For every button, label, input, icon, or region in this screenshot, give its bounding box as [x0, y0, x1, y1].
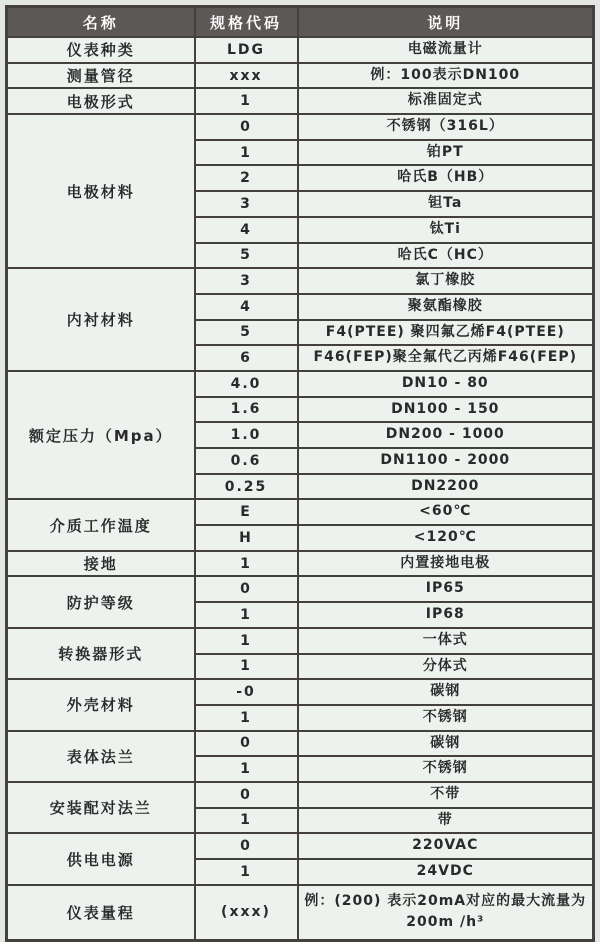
table-row — [7, 551, 594, 577]
desc-cell: IP68 — [298, 602, 594, 628]
desc-cell: 标准固定式 — [298, 88, 594, 114]
table-row — [7, 63, 594, 89]
code-cell: 1 — [195, 808, 298, 834]
code-cell: 2 — [195, 165, 298, 191]
name-cell: 表体法兰 — [7, 731, 195, 782]
code-cell: LDG — [195, 37, 298, 63]
header-cell-code: 规格代码 — [195, 7, 298, 38]
table-header — [7, 7, 594, 38]
code-cell: 1.6 — [195, 397, 298, 423]
desc-cell: 电磁流量计 — [298, 37, 594, 63]
name-cell: 防护等级 — [7, 576, 195, 627]
desc-cell: 一体式 — [298, 628, 594, 654]
table-row — [7, 731, 594, 757]
code-cell: 0 — [195, 731, 298, 757]
code-cell: 1 — [195, 756, 298, 782]
code-cell: 0 — [195, 114, 298, 140]
code-cell: 3 — [195, 191, 298, 217]
code-cell: 6 — [195, 345, 298, 371]
desc-cell: DN200 - 1000 — [298, 422, 594, 448]
desc-cell: 钽Ta — [298, 191, 594, 217]
desc-cell: 不带 — [298, 782, 594, 808]
desc-cell: DN1100 - 2000 — [298, 448, 594, 474]
name-cell: 供电电源 — [7, 833, 195, 884]
desc-cell: 钛Ti — [298, 217, 594, 243]
name-cell: 测量管径 — [7, 63, 195, 89]
code-cell: 1 — [195, 551, 298, 577]
name-cell: 转换器形式 — [7, 628, 195, 679]
desc-cell: F4(PTEE) 聚四氟乙烯F4(PTEE) — [298, 320, 594, 346]
code-cell: (xxx) — [195, 885, 298, 941]
code-cell: 1 — [195, 88, 298, 114]
spec-table-body — [7, 37, 594, 941]
code-cell: 4 — [195, 294, 298, 320]
desc-cell: 内置接地电极 — [298, 551, 594, 577]
table-row — [7, 114, 594, 140]
code-cell: 1 — [195, 140, 298, 166]
table-row — [7, 371, 594, 397]
name-cell: 电极材料 — [7, 114, 195, 268]
code-cell: 1 — [195, 628, 298, 654]
header-row — [7, 7, 594, 38]
code-cell: 1 — [195, 705, 298, 731]
code-cell: 5 — [195, 243, 298, 269]
name-cell: 内衬材料 — [7, 268, 195, 371]
code-cell: 1 — [195, 654, 298, 680]
name-cell: 介质工作温度 — [7, 499, 195, 550]
desc-cell: IP65 — [298, 576, 594, 602]
code-cell: 1.0 — [195, 422, 298, 448]
code-cell: 0.25 — [195, 474, 298, 500]
desc-cell: DN100 - 150 — [298, 397, 594, 423]
code-cell: 4.0 — [195, 371, 298, 397]
desc-cell: 氯丁橡胶 — [298, 268, 594, 294]
desc-cell: 24VDC — [298, 859, 594, 885]
table-row — [7, 499, 594, 525]
desc-cell: 聚氨酯橡胶 — [298, 294, 594, 320]
table-row — [7, 576, 594, 602]
code-cell: 1 — [195, 602, 298, 628]
table-row — [7, 782, 594, 808]
table-row — [7, 679, 594, 705]
code-cell: 0 — [195, 576, 298, 602]
table-row — [7, 37, 594, 63]
code-cell: xxx — [195, 63, 298, 89]
code-cell: 4 — [195, 217, 298, 243]
desc-cell: DN2200 — [298, 474, 594, 500]
table-row — [7, 268, 594, 294]
name-cell: 接地 — [7, 551, 195, 577]
desc-cell: <60℃ — [298, 499, 594, 525]
table-row — [7, 628, 594, 654]
code-cell: 0.6 — [195, 448, 298, 474]
table-row — [7, 88, 594, 114]
desc-cell: 例：(200) 表示20mA对应的最大流量为200m /h³ — [298, 885, 594, 941]
desc-cell: 哈氏C（HC） — [298, 243, 594, 269]
name-cell: 外壳材料 — [7, 679, 195, 730]
code-cell: -0 — [195, 679, 298, 705]
desc-cell: 碳钢 — [298, 731, 594, 757]
header-cell-name: 名称 — [7, 7, 195, 38]
desc-cell: 分体式 — [298, 654, 594, 680]
code-cell: 3 — [195, 268, 298, 294]
name-cell: 安装配对法兰 — [7, 782, 195, 833]
code-cell: 0 — [195, 782, 298, 808]
code-cell: E — [195, 499, 298, 525]
name-cell: 电极形式 — [7, 88, 195, 114]
desc-cell: 不锈钢 — [298, 756, 594, 782]
desc-cell: 不锈钢 — [298, 705, 594, 731]
desc-cell: 哈氏B（HB） — [298, 165, 594, 191]
code-cell: H — [195, 525, 298, 551]
name-cell: 仪表种类 — [7, 37, 195, 63]
desc-cell: F46(FEP)聚全氟代乙丙烯F46(FEP) — [298, 345, 594, 371]
code-cell: 5 — [195, 320, 298, 346]
desc-cell: 220VAC — [298, 833, 594, 859]
name-cell: 仪表量程 — [7, 885, 195, 941]
desc-cell: DN10 - 80 — [298, 371, 594, 397]
code-cell: 0 — [195, 833, 298, 859]
desc-cell: 碳钢 — [298, 679, 594, 705]
code-cell: 1 — [195, 859, 298, 885]
name-cell: 额定压力（Mpa） — [7, 371, 195, 499]
desc-cell: 带 — [298, 808, 594, 834]
desc-cell: 例：100表示DN100 — [298, 63, 594, 89]
desc-cell: 铂PT — [298, 140, 594, 166]
table-row — [7, 885, 594, 941]
header-cell-desc: 说明 — [298, 7, 594, 38]
desc-cell: 不锈钢（316L） — [298, 114, 594, 140]
flowmeter-spec-table — [5, 5, 595, 942]
desc-cell: <120℃ — [298, 525, 594, 551]
table-row — [7, 833, 594, 859]
